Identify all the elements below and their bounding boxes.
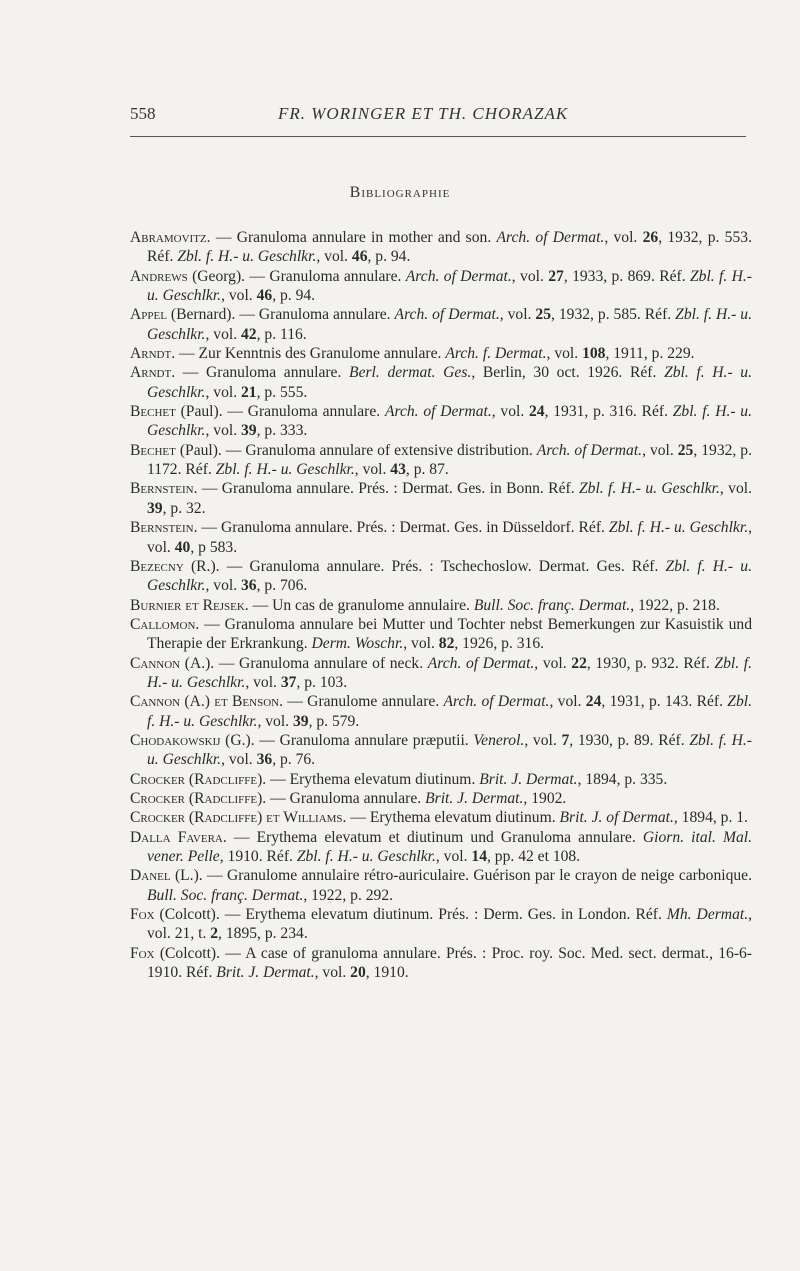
entry-text: (Paul). — Granuloma annulare of extensive distribution.: [175, 441, 537, 459]
entry-author: Andrews: [130, 267, 188, 285]
entry-journal: Arch. of Dermat.: [384, 403, 492, 421]
entry-author: Dalla Favera.: [130, 828, 227, 846]
entry-reference: Zbl. f. H.- u. Geschlkr.: [147, 731, 752, 769]
entry-journal: Mh. Dermat.: [666, 906, 749, 924]
entry-text: , vol.: [549, 693, 586, 711]
entry-text: — Granuloma annulare. Prés. : Dermat. Ges. in Bonn. Réf.: [197, 480, 579, 498]
entry-journal: Arch. of Dermat.: [443, 693, 550, 711]
entry-text: (L.). — Granulome annulaire rétro-auriculaire. Guérison par le crayon de neige carbonique.: [170, 867, 752, 885]
entry-text: , p. 32.: [162, 499, 206, 517]
entry-text: , p. 94.: [367, 248, 411, 266]
entry-text: — Granuloma annulare.: [266, 789, 426, 807]
entry-text: , vol.: [205, 383, 241, 401]
entry-author: Burnier et Rejsek.: [130, 596, 249, 614]
running-head: FR. WORINGER ET TH. CHORAZAK: [278, 104, 569, 123]
entry-text: , vol.: [147, 519, 752, 556]
entry-text: , p. 116.: [256, 325, 307, 343]
entry-text: , 1911, p. 229.: [605, 345, 695, 363]
entry-reference: Zbl. f. H.- u. Geschlkr.: [147, 364, 752, 401]
entry-text: , p. 76.: [272, 751, 316, 769]
entry-text: — Erythema elevatum diutinum.: [266, 770, 480, 788]
entry-journal: Brit. J. Dermat.: [216, 964, 315, 982]
entry-text: , vol.: [205, 577, 241, 595]
entry-journal: Arch. of Dermat.: [427, 654, 535, 672]
entry-text: , 1922, p. 292.: [303, 886, 394, 904]
entry-text: , 1932, p. 1172. Réf.: [147, 441, 752, 479]
entry-journal: Berl. dermat. Ges.: [349, 364, 472, 382]
entry-reference: Zbl. f. H.- u. Geschlkr.: [215, 461, 355, 479]
entry-volume: 25: [677, 441, 694, 459]
entry-text: , vol.: [403, 635, 439, 653]
entry-text: , 1933, p. 869. Réf.: [563, 267, 690, 285]
entry-reference-volume: 14: [471, 848, 487, 865]
entry-reference: Zbl. f. H.- u. Geschlkr.: [147, 403, 752, 440]
entry-reference-volume: 21: [241, 383, 257, 401]
entry-text: , 1930, p. 89. Réf.: [569, 731, 690, 749]
entry-text: , 1894, p. 335.: [577, 770, 668, 788]
entry-volume: 2: [210, 925, 219, 943]
page-number: 558: [130, 104, 156, 123]
entry-journal: Arch. of Dermat.: [394, 306, 500, 324]
entry-text: , p. 706.: [256, 577, 308, 595]
entry-text: , vol.: [354, 461, 391, 479]
entry-reference: Zbl. f. H.- u. Geschlkr.: [296, 848, 436, 865]
entry-text: , vol.: [642, 441, 678, 459]
bibliography-entry: [130, 944, 752, 983]
entry-volume: 27: [548, 267, 564, 285]
bibliography-entry: [130, 402, 752, 441]
entry-text: , 1910. Réf.: [219, 848, 297, 865]
entry-author: Appel: [130, 306, 167, 324]
entry-text: (G.). — Granuloma annulare præputii.: [220, 731, 474, 749]
bibliography-entry: [130, 305, 752, 344]
entry-volume: 26: [642, 229, 659, 246]
entry-text: , vol.: [257, 712, 293, 730]
entry-author: Bechet: [130, 441, 176, 459]
bibliography-entry: [130, 518, 752, 557]
entry-reference-volume: 36: [241, 577, 257, 595]
entry-text: , 1931, p. 143. Réf.: [601, 693, 728, 711]
bibliography-entry: [130, 789, 752, 808]
entry-text: , vol.: [604, 229, 643, 246]
entry-text: , p. 94.: [272, 287, 316, 305]
entry-text: , vol.: [499, 306, 536, 324]
entry-text: , vol.: [524, 731, 562, 749]
entry-text: , 1894, p. 1.: [673, 809, 748, 827]
bibliography-entry: [130, 808, 752, 827]
entry-text: , vol.: [221, 751, 257, 769]
entry-text: (Colcott). — Erythema elevatum diutinum. Prés. : Derm. Ges. in London. Réf.: [154, 906, 667, 924]
entry-journal: Brit. J. Dermat.: [479, 770, 578, 788]
entry-journal: Brit. J. of Dermat.: [559, 809, 674, 827]
entry-author: Fox: [130, 906, 155, 924]
entry-text: , vol.: [316, 248, 352, 266]
entry-text: , vol.: [546, 345, 583, 363]
entry-text: , p. 579.: [308, 712, 360, 730]
entry-reference: Zbl. f. H.- u. Geschlkr.: [147, 557, 752, 595]
entry-text: (Paul). — Granuloma annulare.: [175, 403, 385, 421]
entry-reference: Zbl. f. H.- u. Geschlkr.: [177, 248, 317, 266]
entry-text: — Zur Kenntnis des Granulome annulare.: [175, 345, 446, 363]
entry-text: (R.). — Granuloma annulare. Prés. : Tschechoslow. Dermat. Ges. Réf.: [183, 557, 666, 575]
bibliography-entry: [130, 654, 752, 693]
entry-text: , p. 333.: [256, 422, 308, 440]
entry-volume: 20: [350, 964, 366, 982]
entry-journal: Venerol.: [473, 731, 525, 749]
entry-text: — Granulome annulare.: [282, 693, 444, 711]
entry-reference: Zbl. f. H.- u. Geschlkr.: [147, 306, 752, 343]
entry-volume: 22: [571, 654, 587, 672]
entry-text: , vol.: [435, 848, 472, 865]
entry-reference: Zbl. f. H.- u. Geschlkr.: [578, 480, 720, 498]
entry-reference-volume: 39: [292, 712, 309, 730]
entry-author: Abramovitz.: [130, 229, 211, 246]
entry-text: , vol.: [221, 287, 257, 305]
entry-reference-volume: 42: [241, 325, 257, 343]
entry-reference-volume: 39: [241, 422, 257, 440]
entry-volume: 24: [585, 693, 602, 711]
bibliography-entry: [130, 344, 752, 363]
entry-author: Chodakowskij: [130, 731, 221, 749]
bibliography-entry: [130, 770, 752, 789]
entry-text: , p. 103.: [296, 673, 348, 691]
bibliography-list: [130, 228, 752, 982]
entry-text: , vol.: [314, 964, 351, 982]
bibliography-entry: [130, 363, 752, 402]
section-title: Bibliographie: [349, 184, 451, 201]
entry-text: , 1926, p. 316.: [454, 635, 545, 653]
entry-text: (Georg). — Granuloma annulare.: [187, 267, 406, 285]
entry-text: , p 583.: [190, 538, 238, 556]
entry-text: , 1932, p. 585. Réf.: [551, 306, 676, 324]
entry-author: Arndt.: [130, 345, 176, 363]
entry-text: , p. 87.: [405, 461, 449, 479]
entry-author: Crocker (Radcliffe).: [130, 789, 267, 807]
entry-reference-volume: 36: [256, 751, 273, 769]
bibliography-entry: [130, 228, 752, 267]
entry-text: , 1922, p. 218.: [630, 596, 720, 614]
entry-text: , vol.: [205, 422, 241, 440]
entry-text: , 1902.: [523, 789, 567, 807]
entry-text: , vol.: [534, 654, 572, 672]
entry-text: , pp. 42 et 108.: [487, 848, 581, 865]
entry-volume: 82: [438, 635, 455, 653]
entry-author: Bechet: [130, 403, 176, 421]
entry-reference-volume: 39: [147, 499, 163, 517]
entry-text: (Colcott). — A case of granuloma annulare. Prés. : Proc. roy. Soc. Med. sect. dermat., 16-6-1910. Réf.: [147, 944, 752, 982]
bibliography-entry: [130, 557, 752, 596]
entry-journal: Arch. of Dermat.: [536, 441, 643, 459]
entry-volume: 25: [535, 306, 551, 324]
entry-journal: Bull. Soc. franç. Dermat.: [147, 886, 304, 904]
bibliography-entry: [130, 267, 752, 306]
entry-reference: Zbl. f. H.- u. Geschlkr.: [147, 693, 752, 730]
entry-author: Cannon (A.) et Benson.: [130, 693, 283, 711]
entry-text: — Un cas de granulome annulaire.: [248, 596, 474, 614]
bibliography-entry: [130, 866, 752, 905]
entry-author: Bernstein.: [130, 519, 198, 537]
entry-text: , vol.: [719, 480, 752, 498]
entry-journal: Bull. Soc. franç. Dermat.: [473, 596, 631, 614]
bibliography-entry: [130, 441, 752, 480]
entry-text: — Granuloma annulare.: [175, 364, 350, 382]
entry-text: , vol.: [205, 325, 241, 343]
entry-text: — Granuloma annulare in mother and son.: [210, 229, 497, 246]
bibliography-entry: [130, 596, 752, 615]
entry-text: , Berlin, 30 oct. 1926. Réf.: [471, 364, 665, 382]
entry-text: — Granuloma annulare bei Mutter und Tochter nebst Bemerkungen zur Kasuistik und Therapie der Erkrankung.: [147, 615, 752, 653]
entry-reference-volume: 40: [174, 538, 191, 556]
entry-text: , 1931, p. 316. Réf.: [544, 403, 673, 421]
page-header: [130, 104, 746, 126]
entry-reference: Zbl. f. H.- u. Geschlkr.: [147, 654, 752, 691]
entry-text: (Bernard). — Granuloma annulare.: [166, 306, 395, 324]
bibliography-entry: [130, 828, 752, 867]
entry-text: , 1932, p. 553. Réf.: [147, 229, 752, 266]
entry-text: , 1910.: [365, 964, 409, 982]
entry-author: Callomon.: [130, 615, 200, 633]
entry-author: Fox: [130, 944, 155, 962]
entry-text: — Erythema elevatum et diutinum und Granuloma annulare.: [226, 828, 643, 846]
entry-volume: 7: [561, 731, 570, 749]
entry-journal: Brit. J. Dermat.: [425, 789, 524, 807]
entry-journal: Giorn. ital. Mal. vener. Pelle: [147, 828, 752, 865]
entry-journal: Derm. Woschr.: [311, 635, 404, 653]
bibliography-entry: [130, 731, 752, 770]
entry-volume: 24: [529, 403, 545, 421]
entry-text: — Erythema elevatum diutinum.: [346, 809, 560, 827]
entry-author: Crocker (Radcliffe) et Williams.: [130, 809, 347, 827]
bibliography-entry: [130, 479, 752, 518]
bibliography-entry: [130, 905, 752, 944]
entry-text: , vol.: [511, 267, 549, 285]
entry-reference-volume: 37: [280, 673, 297, 691]
entry-reference: Zbl. f. H.- u. Geschlkr.: [608, 519, 749, 537]
entry-text: , vol.: [245, 673, 281, 691]
bibliography-entry: [130, 692, 752, 731]
entry-reference-volume: 43: [390, 461, 406, 479]
entry-author: Crocker (Radcliffe).: [130, 770, 267, 788]
entry-text: — Granuloma annulare. Prés. : Dermat. Ges. in Düsseldorf. Réf.: [197, 519, 609, 537]
bibliography-entry: [130, 615, 752, 654]
entry-author: Bernstein.: [130, 480, 198, 498]
entry-reference-volume: 46: [256, 287, 273, 305]
entry-text: , p. 555.: [256, 383, 308, 401]
entry-text: (A.). — Granuloma annulare of neck.: [180, 654, 428, 672]
entry-author: Bezecny: [130, 557, 184, 575]
entry-text: , 1895, p. 234.: [218, 925, 308, 943]
entry-author: Cannon: [130, 654, 181, 672]
header-rule: [130, 136, 746, 137]
entry-text: , vol. 21, t.: [147, 906, 753, 943]
entry-reference-volume: 46: [351, 248, 368, 266]
entry-author: Arndt.: [130, 364, 176, 382]
entry-author: Danel: [130, 867, 171, 885]
entry-journal: Arch. of Dermat.: [496, 229, 605, 246]
entry-reference: Zbl. f. H.- u. Geschlkr.: [147, 267, 752, 305]
entry-journal: Arch. of Dermat.: [405, 267, 512, 285]
entry-text: , 1930, p. 932. Réf.: [586, 654, 715, 672]
entry-text: , vol.: [491, 403, 529, 421]
entry-volume: 108: [582, 345, 606, 363]
entry-journal: Arch. f. Dermat.: [445, 345, 547, 363]
